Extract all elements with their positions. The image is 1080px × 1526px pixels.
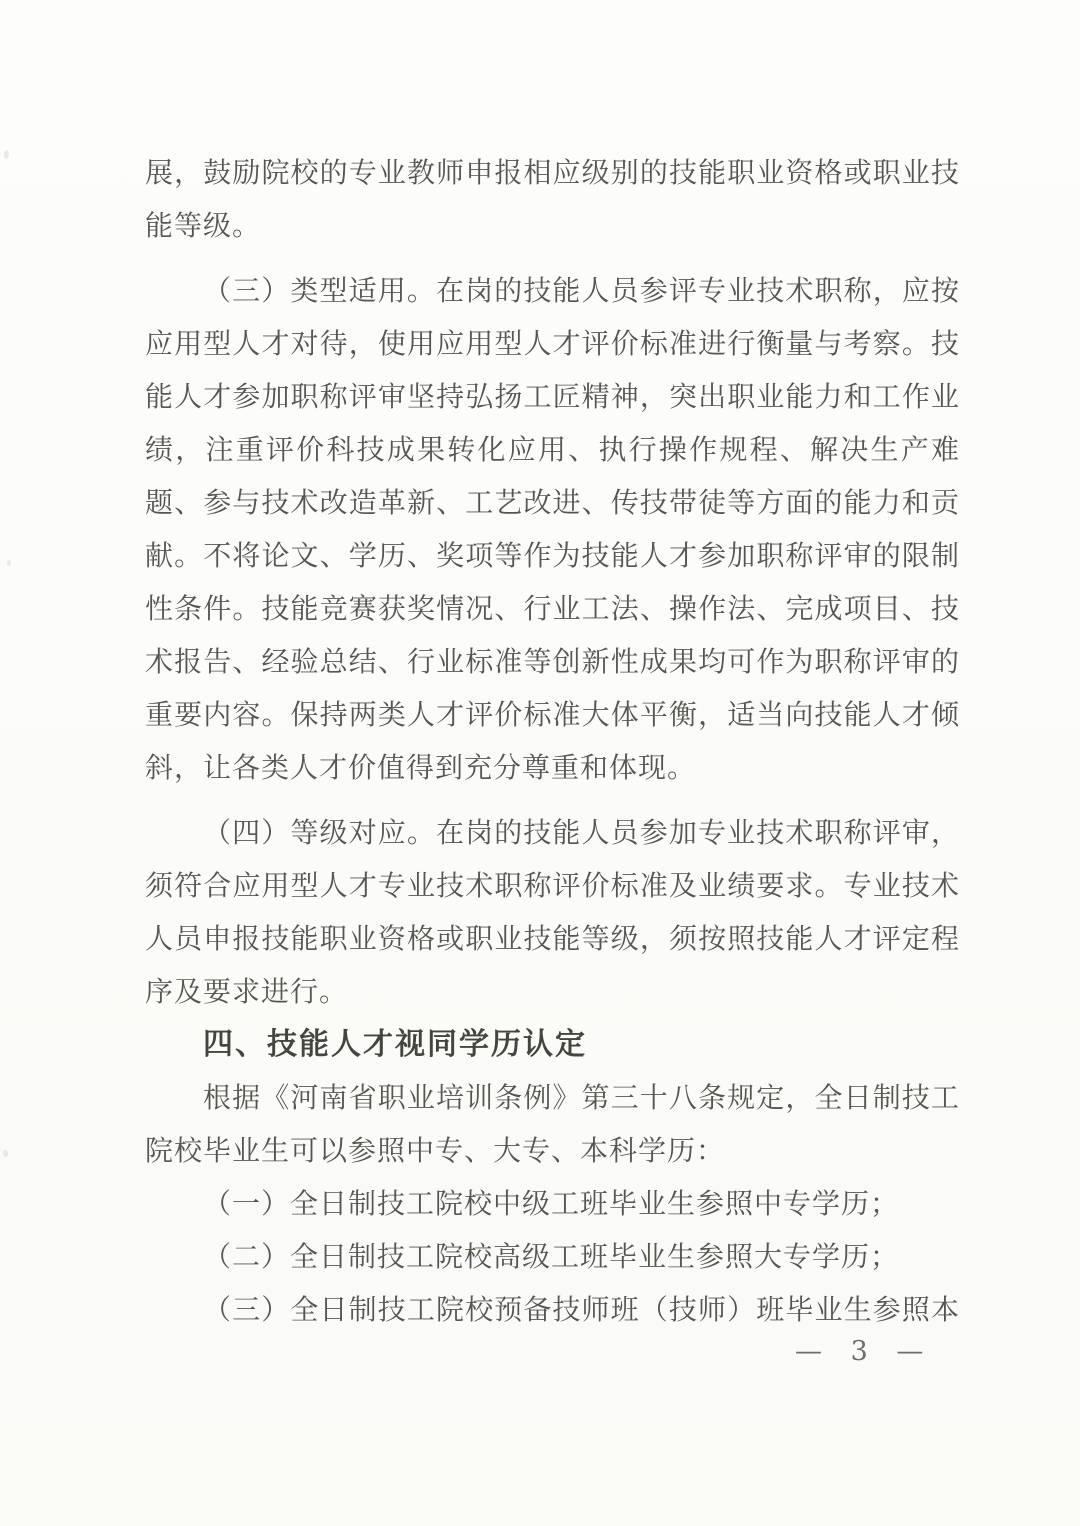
- text-line: 应用型人才对待，使用应用型人才评价标准进行衡量与考察。技: [145, 327, 959, 360]
- text-line: 能人才参加职称评审坚持弘扬工匠精神，突出职业能力和工作业: [145, 380, 959, 413]
- text-line: 展，鼓励院校的专业教师申报相应级别的技能职业资格或职业技: [145, 156, 959, 189]
- text-line: （二）全日制技工院校高级工班毕业生参照大专学历；: [203, 1240, 900, 1273]
- text-line: 斜，让各类人才价值得到充分尊重和体现。: [145, 751, 697, 784]
- text-line: 院校毕业生可以参照中专、大专、本科学历：: [145, 1134, 726, 1167]
- scan-artifact: [4, 150, 9, 159]
- text-line: 序及要求进行。: [145, 975, 349, 1008]
- text-line: 术报告、经验总结、行业标准等创新性成果均可作为职称评审的: [145, 645, 959, 678]
- text-line: 献。不将论文、学历、奖项等作为技能人才参加职称评审的限制: [145, 539, 959, 572]
- text-line: （一）全日制技工院校中级工班毕业生参照中专学历；: [203, 1187, 900, 1220]
- text-line: 绩，注重评价科技成果转化应用、执行操作规程、解决生产难: [145, 433, 959, 466]
- text-line: 能等级。: [145, 209, 262, 242]
- text-line: 重要内容。保持两类人才评价标准大体平衡，适当向技能人才倾: [145, 698, 959, 731]
- text-line: 根据《河南省职业培训条例》第三十八条规定，全日制技工: [203, 1081, 959, 1114]
- text-line: （三）全日制技工院校预备技师班（技师）班毕业生参照本: [203, 1293, 959, 1326]
- scan-artifact: [7, 560, 11, 566]
- text-line: 人员申报技能职业资格或职业技能等级，须按照技能人才评定程: [145, 922, 959, 955]
- text-line: （三）类型适用。在岗的技能人员参评专业技术职称，应按: [203, 274, 959, 307]
- document-text-block: [145, 146, 959, 1336]
- text-line: 题、参与技术改造革新、工艺改进、传技带徒等方面的能力和贡: [145, 486, 959, 519]
- text-line: 性条件。技能竞赛获奖情况、行业工法、操作法、完成项目、技: [145, 592, 959, 625]
- text-line: 须符合应用型人才专业技术职称评价标准及业绩要求。专业技术: [145, 869, 959, 902]
- section-heading: 四、技能人才视同学历认定: [203, 1027, 587, 1062]
- page-number: — 3 —: [795, 1336, 934, 1367]
- text-line: （四）等级对应。在岗的技能人员参加专业技术职称评审，: [203, 816, 959, 849]
- scan-artifact: [3, 1150, 8, 1157]
